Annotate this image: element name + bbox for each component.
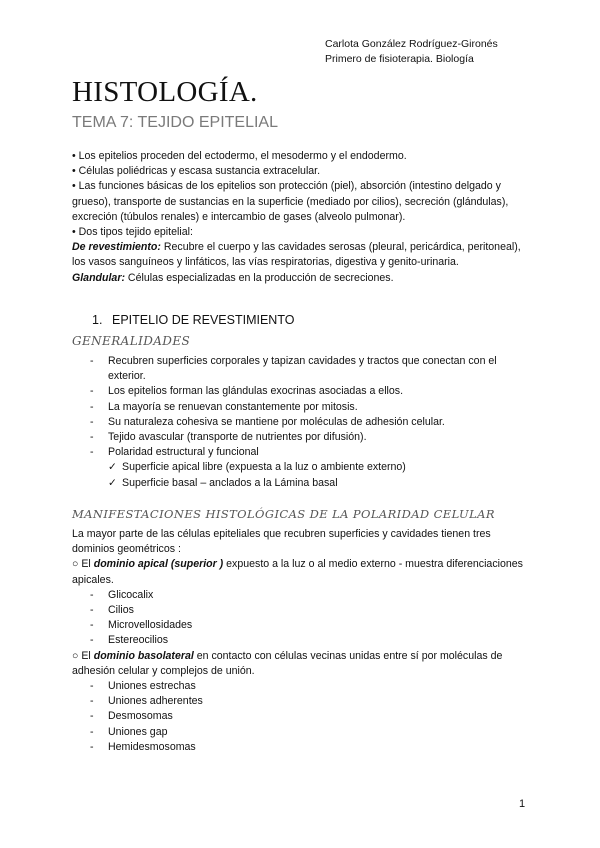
domain-text: expuesto a la luz o al medio externo - muestra diferenciaciones apicales.: [72, 558, 523, 586]
domain-text: en contacto con células vecinas unidas entre sí por moléculas de adhesión celular y complejos de unión.: [72, 649, 503, 677]
circle-bullet: ○ El: [72, 558, 94, 571]
apical-list: [72, 588, 532, 649]
list-item: - Microvellosidades: [72, 618, 532, 633]
list-item: - Uniones estrechas: [72, 679, 532, 694]
generalidades-list: [72, 354, 532, 491]
subhead-polaridad: MANIFESTACIONES HISTOLÓGICAS DE LA POLARIDAD CELULAR: [72, 507, 495, 521]
domain-label: dominio basolateral: [93, 649, 194, 662]
header-author-block: [325, 37, 498, 67]
list-item: - Glicocalix: [72, 588, 532, 603]
list-item: - Uniones gap: [72, 725, 532, 740]
section-number: 1.: [92, 313, 103, 327]
check-item: [72, 476, 532, 491]
intro-bullet: • Las funciones básicas de los epitelios son protección (piel), absorción (intestino delgado y grueso), transporte de sustancias en la superficie (mediado por cilios), secreción (glándulas), excreción (túbulos renales) e intercambio de gases (alveolo pulmonar).: [72, 180, 509, 223]
list-item: - Desmosomas: [72, 709, 532, 724]
course-name: Primero de fisioterapia. Biología: [325, 53, 474, 65]
intro-bullets: [72, 149, 532, 286]
list-item: - Su naturaleza cohesiva se mantiene por moléculas de adhesión celular.: [72, 415, 532, 430]
list-item: - Hemidesmosomas: [72, 740, 532, 755]
check-item: [72, 460, 532, 475]
list-item: - Uniones adherentes: [72, 694, 532, 709]
basolateral-list: [72, 679, 532, 755]
type-label: Glandular:: [72, 271, 125, 284]
circle-bullet: ○ El: [72, 649, 94, 662]
author-name: Carlota González Rodríguez-Gironés: [325, 38, 498, 50]
intro-bullet: • Dos tipos tejido epitelial:: [72, 226, 193, 239]
checkmark-icon: ✓: [108, 461, 117, 474]
apical-domain: [72, 557, 532, 587]
subhead-generalidades: GENERALIDADES: [72, 334, 191, 348]
check-text: Superficie basal – anclados a la Lámina basal: [122, 476, 338, 489]
section-heading: [92, 313, 294, 327]
list-item: - La mayoría se renuevan constantemente por mitosis.: [72, 400, 532, 415]
section-title: EPITELIO DE REVESTIMIENTO: [112, 313, 295, 327]
list-item: - Tejido avascular (transporte de nutrientes por difusión).: [72, 430, 532, 445]
basolateral-domain: [72, 649, 532, 679]
type-text: Células especializadas en la producción de secreciones.: [124, 271, 394, 284]
list-item: - Estereocilios: [72, 633, 532, 648]
type-label: De revestimiento:: [72, 241, 161, 254]
page-title: HISTOLOGÍA.: [72, 76, 258, 108]
checkmark-icon: ✓: [108, 476, 117, 489]
type-text: Recubre el cuerpo y las cavidades serosas (pleural, pericárdica, peritoneal), los vasos sanguíneos y linfáticos, las vías respiratorias, digestiva y genito-urinaria.: [72, 241, 521, 269]
page-number: 1: [519, 798, 526, 810]
polaridad-block: [72, 527, 532, 755]
domain-label: dominio apical (superior ): [93, 558, 224, 571]
type-revestimiento: [72, 240, 532, 270]
page-subtitle: TEMA 7: TEJIDO EPITELIAL: [72, 114, 278, 131]
type-glandular: [72, 271, 532, 286]
list-item: - Polaridad estructural y funcional: [72, 445, 532, 460]
list-item: - Recubren superficies corporales y tapizan cavidades y tractos que conectan con el exterior.: [72, 354, 532, 384]
intro-bullet: • Células poliédricas y escasa sustancia extracelular.: [72, 165, 321, 178]
list-item: - Los epitelios forman las glándulas exocrinas asociadas a ellos.: [72, 384, 532, 399]
intro-bullet: • Los epitelios proceden del ectodermo, el mesodermo y el endodermo.: [72, 150, 407, 162]
polaridad-intro: La mayor parte de las células epiteliales que recubren superficies y cavidades tienen tres dominios geométricos :: [72, 528, 491, 556]
list-item: - Cilios: [72, 603, 532, 618]
check-text: Superficie apical libre (expuesta a la luz o ambiente externo): [122, 461, 406, 474]
